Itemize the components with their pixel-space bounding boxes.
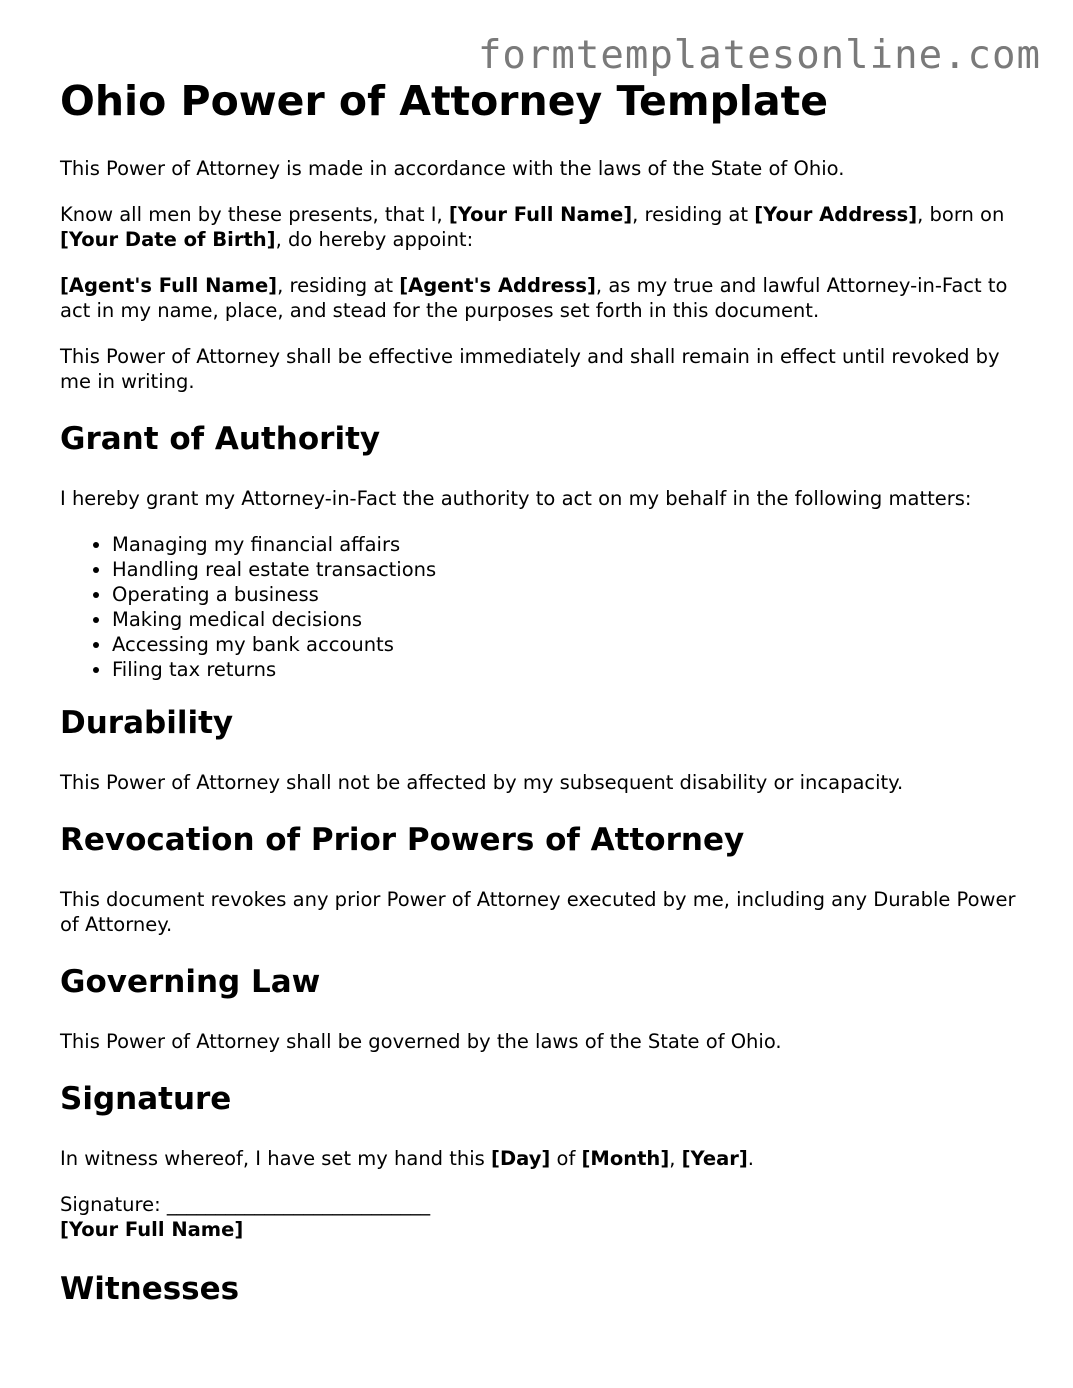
agent-tail: , as my true and lawful Attorney-in-Fact to act in my name, place, and stead for the purposes set forth in this document. (60, 274, 1008, 322)
principal-dob-placeholder: [Your Date of Birth] (60, 228, 276, 251)
grant-heading: Grant of Authority (60, 421, 381, 457)
governing-heading: Governing Law (60, 964, 321, 1000)
signature-name (60, 1217, 1020, 1242)
principal-paragraph (60, 202, 1020, 252)
signature-name-placeholder: [Your Full Name] (60, 1218, 244, 1241)
authority-list (60, 532, 1020, 682)
witness-end: . (747, 1147, 754, 1170)
governing-paragraph: This Power of Attorney shall be governed by the laws of the State of Ohio. (60, 1030, 782, 1053)
agent-name-placeholder: [Agent's Full Name] (60, 274, 278, 297)
page-title: Ohio Power of Attorney Template (60, 77, 829, 125)
revocation-paragraph: This document revokes any prior Power of Attorney executed by me, including any Durable Power of Attorney. (60, 888, 1016, 936)
list-item: • Managing my financial affairs (112, 532, 1020, 557)
durability-paragraph: This Power of Attorney shall not be affected by my subsequent disability or incapacity. (60, 771, 904, 794)
witness-comma: , (669, 1147, 682, 1170)
principal-address-placeholder: [Your Address] (754, 203, 918, 226)
principal-mid2: , born on (917, 203, 1005, 226)
witness-of: of (550, 1147, 582, 1170)
list-item: • Operating a business (112, 582, 1020, 607)
list-item: • Filing tax returns (112, 657, 1020, 682)
witness-lead: In witness whereof, I have set my hand this (60, 1147, 492, 1170)
revocation-heading: Revocation of Prior Powers of Attorney (60, 822, 745, 858)
principal-name-placeholder: [Your Full Name] (448, 203, 633, 226)
durability-heading: Durability (60, 705, 234, 741)
year-placeholder: [Year] (681, 1147, 748, 1170)
list-item: • Handling real estate transactions (112, 557, 1020, 582)
grant-paragraph: I hereby grant my Attorney-in-Fact the authority to act on my behalf in the following matters: (60, 487, 972, 510)
signature-line: Signature: ___________________________ (60, 1193, 431, 1216)
list-item: • Making medical decisions (112, 607, 1020, 632)
principal-tail: , do hereby appoint: (275, 228, 474, 251)
agent-paragraph (60, 273, 1020, 323)
principal-mid1: , residing at (632, 203, 755, 226)
day-placeholder: [Day] (491, 1147, 551, 1170)
witness-paragraph (60, 1146, 1020, 1171)
month-placeholder: [Month] (581, 1147, 670, 1170)
principal-lead: Know all men by these presents, that I, (60, 203, 449, 226)
list-item: • Accessing my bank accounts (112, 632, 1020, 657)
document-body (60, 76, 1020, 1336)
watermark: formtemplatesonline.com (477, 33, 1041, 78)
signature-heading: Signature (60, 1081, 232, 1117)
witnesses-heading: Witnesses (60, 1271, 240, 1307)
agent-address-placeholder: [Agent's Address] (399, 274, 596, 297)
agent-mid: , residing at (277, 274, 400, 297)
effective-paragraph: This Power of Attorney shall be effective immediately and shall remain in effect until revoked by me in writing. (60, 345, 1000, 393)
intro-paragraph: This Power of Attorney is made in accordance with the laws of the State of Ohio. (60, 157, 845, 180)
